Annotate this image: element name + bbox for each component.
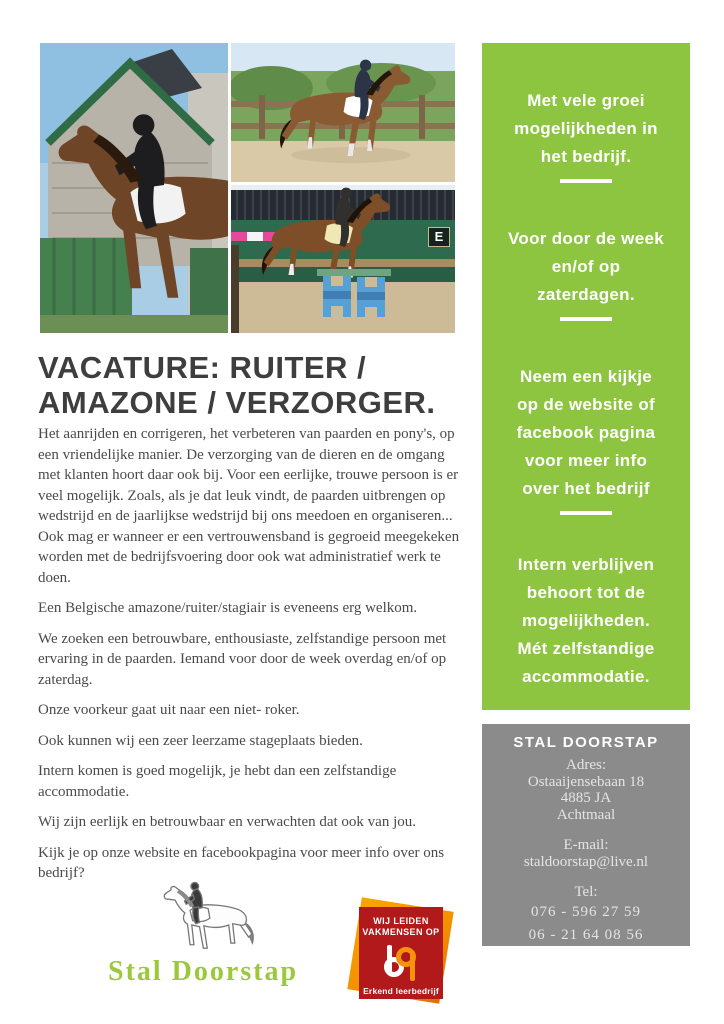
green-line: over het bedrijf [522, 479, 650, 498]
sbb-text-line1: WIJ LEIDEN [373, 916, 429, 926]
green-line: behoort tot de [526, 583, 646, 602]
green-block-weekdays [490, 225, 682, 321]
tel-label: Tel: [574, 884, 598, 900]
photo-collage [40, 43, 455, 333]
tel-number-1: 076 - 596 27 59 [531, 903, 641, 920]
email-value: staldoorstap@live.nl [523, 853, 649, 870]
paragraph: Kijk je op onze website en facebookpagina voor meer info over ons bedrijf? [38, 844, 445, 881]
underline-bar [560, 511, 612, 515]
green-line: Intern verblijven [517, 555, 655, 574]
tel-number-2: 06 - 21 64 08 56 [528, 926, 644, 943]
contact-phone [482, 884, 690, 947]
green-block-growth [490, 87, 682, 183]
address-street: Ostaaijensebaan 18 [527, 773, 645, 790]
vacancy-title [38, 350, 468, 420]
green-line: Voor door de week [508, 229, 664, 248]
green-line: Met vele groei [527, 91, 645, 110]
green-highlights-panel [482, 43, 690, 710]
dressage-scene [231, 43, 455, 182]
erkend-leerbedrijf-logo [345, 895, 455, 1007]
green-line: en/of op [551, 257, 621, 276]
paragraph: Een Belgische amazone/ruiter/stagiair is eveneens erg welkom. [38, 600, 418, 616]
sbb-red-square [359, 907, 443, 999]
green-line: Mét zelfstandige [517, 639, 655, 658]
photo-pony-jumping-blue-blocks [231, 185, 455, 333]
paragraph: We zoeken een betrouwbare, enthousiaste, zelfstandige persoon met ervaring in de paarden. Iemand voor door de week overdag en/of op zaterdag. [38, 630, 447, 688]
barn-scene [40, 43, 228, 333]
green-line: accommodatie. [522, 667, 650, 686]
paragraph: Het aanrijden en corrigeren, het verbeteren van paarden en pony's, op een vriendelijke manier. De verzorging van de dieren en de omgang met klanten hoort daar ook bij. Voor een eerlijke, trouwe persoon is er veel mogelijk. Zoals, als je dat leuk vindt, de paarden uitbrengen op wedstrijd en de jaarlijkse wedstrijd bij ons meedoen en organiseren... Ook mag er wanneer er een vertrouwensband is gegroeid meegekeken worden met de bedrijfsvoering door ook wat administratief werk te doen. [38, 426, 460, 586]
address-city: Achtmaal [556, 806, 616, 823]
horse-rider-sketch-icon [136, 878, 266, 956]
stal-doorstap-logo [108, 878, 299, 988]
address-label: Adres: [566, 757, 606, 773]
contact-address [482, 757, 690, 823]
sbb-bb-icon [381, 943, 421, 983]
contact-title: STAL DOORSTAP [513, 734, 659, 751]
photo-rider-on-horse-at-barn [40, 43, 228, 333]
underline-bar [560, 317, 612, 321]
vacancy-description [38, 424, 468, 894]
contact-panel [482, 724, 690, 946]
green-line: facebook pagina [516, 423, 656, 442]
sbb-footer-text: Erkend leerbedrijf [363, 986, 439, 996]
arena-letter-marker: E [428, 227, 450, 247]
green-line: mogelijkheden. [522, 611, 650, 630]
green-line: voor meer info [524, 451, 648, 470]
green-line: op de website of [517, 395, 655, 414]
address-postcode: 4885 JA [560, 790, 612, 806]
paragraph: Ook kunnen wij een zeer leerzame stageplaats bieden. [38, 732, 363, 749]
paragraph: Intern komen is goed mogelijk, je hebt dan een zelfstandige accommodatie. [38, 763, 397, 800]
green-line: zaterdagen. [537, 285, 635, 304]
email-label: E-mail: [563, 837, 609, 853]
stal-doorstap-logo-text: Stal Doorstap [108, 956, 299, 987]
green-block-website [490, 363, 682, 515]
underline-bar [560, 179, 612, 183]
green-line: Neem een kijkje [519, 367, 653, 386]
sbb-text-line2: VAKMENSEN OP [362, 927, 440, 937]
paragraph: Wij zijn eerlijk en betrouwbaar en verwachten dat ook van jou. [38, 814, 417, 830]
vacancy-title-line1: VACATURE: RUITER / [38, 350, 367, 385]
photo-dressage-horse-trotting [231, 43, 455, 182]
contact-email [482, 837, 690, 870]
paragraph: Onze voorkeur gaat uit naar een niet- roker. [38, 702, 300, 718]
jumping-scene [231, 185, 455, 333]
green-line: mogelijkheden in [514, 119, 658, 138]
vacancy-title-line2: AMAZONE / VERZORGER. [38, 385, 436, 420]
green-line: het bedrijf. [540, 147, 632, 166]
green-block-accommodation [490, 551, 682, 691]
